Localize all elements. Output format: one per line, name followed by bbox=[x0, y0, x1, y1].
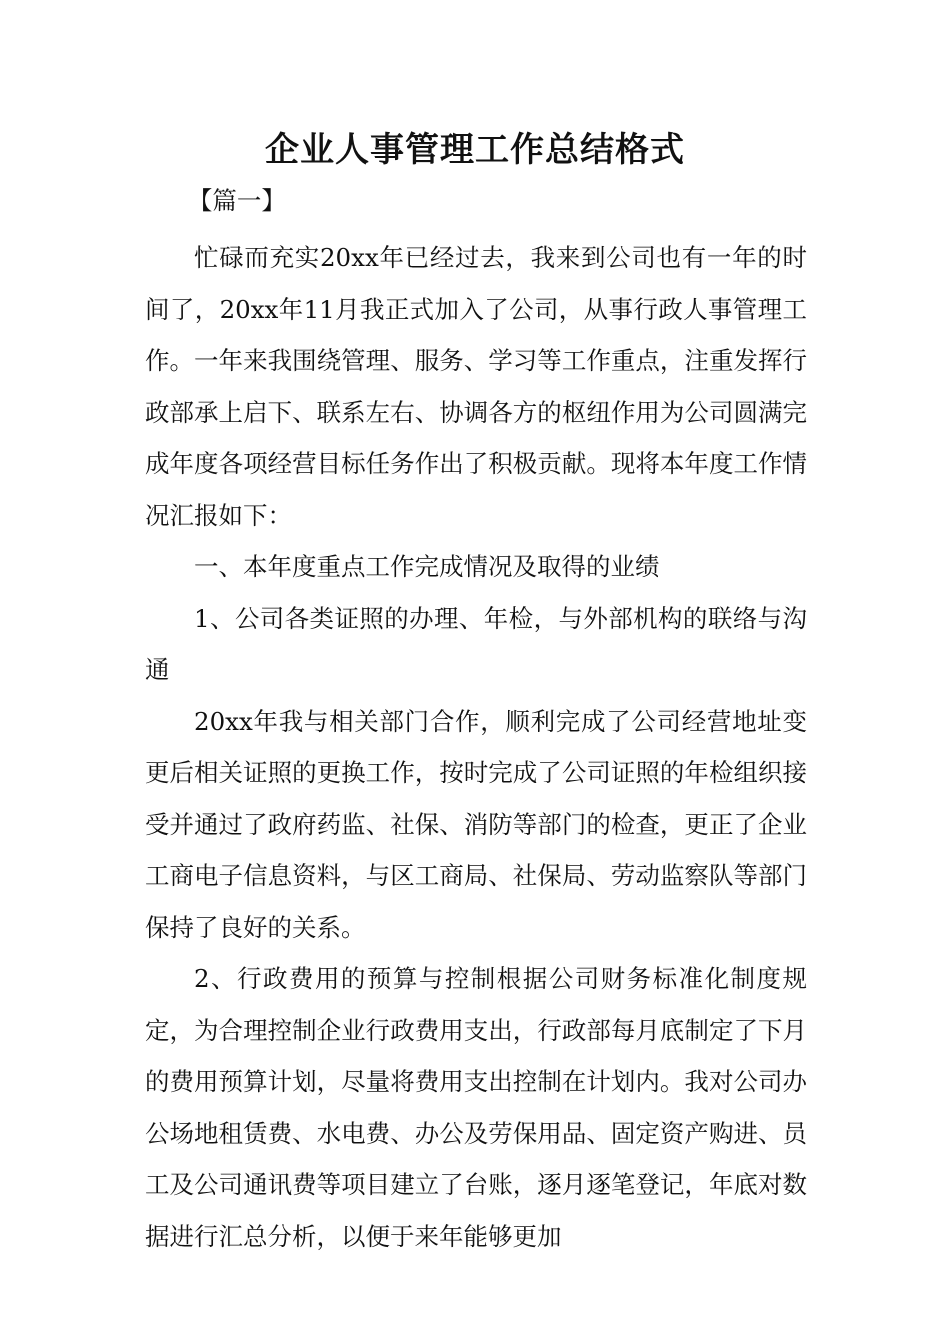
document-title: 企业人事管理工作总结格式 bbox=[265, 130, 685, 170]
section-label: 【篇一】 bbox=[187, 186, 286, 215]
paragraph-heading-key-work: 一、本年度重点工作完成情况及取得的业绩 bbox=[194, 552, 660, 581]
paragraph-item-1-body: 20xx年我与相关部门合作，顺利完成了公司经营地址变更后相关证照的更换工作，按时完成了公司证照的年检组织接受并通过了政府药监、社保、消防等部门的检查，更正了企业工商电子信息资料，与区工商局、社保局、劳动监察队等部门保持了良好的关系。 bbox=[145, 706, 807, 942]
paragraph-item-1-heading: 1、公司各类证照的办理、年检，与外部机构的联络与沟通 bbox=[145, 603, 807, 684]
document-body bbox=[145, 180, 807, 1262]
paragraph-intro: 忙碌而充实20xx年已经过去，我来到公司也有一年的时间了，20xx年11月我正式加入了公司，从事行政人事管理工作。一年来我围绕管理、服务、学习等工作重点，注重发挥行政部承上启下、联系左右、协调各方的枢纽作用为公司圆满完成年度各项经营目标任务作出了积极贡献。现将本年度工作情况汇报如下： bbox=[145, 243, 807, 530]
paragraph-item-2: 2、行政费用的预算与控制根据公司财务标准化制度规定，为合理控制企业行政费用支出，行政部每月底制定了下月的费用预算计划，尽量将费用支出控制在计划内。我对公司办公场地租赁费、水电费、办公及劳保用品、固定资产购进、员工及公司通讯费等项目建立了台账，逐月逐笔登记，年底对数据进行汇总分析，以便于来年能够更加 bbox=[145, 964, 807, 1251]
